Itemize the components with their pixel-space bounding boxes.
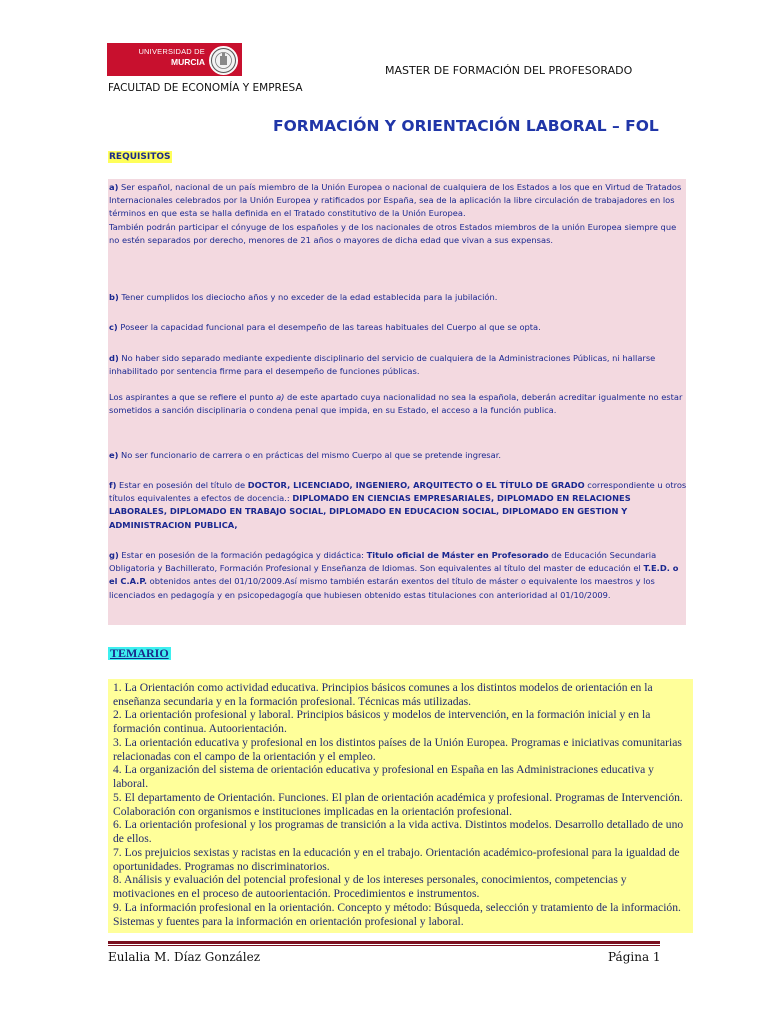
- requisito-d-text: No haber sido separado mediante expediente disciplinario del servicio de cualquiera de la Administraciones Públicas, ni hallarse inhabilitado por sentencia firme para el desempeño de funciones públicas.: [109, 353, 656, 377]
- logo-line-1: UNIVERSIDAD DE: [138, 47, 205, 56]
- requisito-d-extra-2: de este apartado cuya nacionalidad no sea la española, deberán acreditar igualmente no estar sometidos a sanción disciplinaria o condena penal que impida, en su Estado, el acceso a la función publica.: [109, 392, 683, 416]
- requisito-g: [109, 549, 687, 602]
- temario-item: 6. La orientación profesional y los programas de transición a la vida activa. Distintos modelos. Desarrollo detallado de uno de ellos.: [113, 818, 684, 845]
- requisito-f-bold-2: DIPLOMADO EN CIENCIAS EMPRESARIALES, DIPLOMADO EN RELACIONES LABORALES, DIPLOMADO EN TRABAJO SOCIAL, DIPLOMADO EN EDUCACION SOCIAL, DIPLOMADO EN GESTION Y ADMINISTRACION PUBLICA,: [109, 493, 631, 530]
- requisito-b: [109, 291, 687, 304]
- header-master-title: MASTER DE FORMACIÓN DEL PROFESORADO: [385, 64, 633, 77]
- requisito-a: [109, 181, 687, 221]
- requisito-f-text-2: correspondiente u otros títulos equivalentes a efectos de docencia.:: [109, 480, 687, 504]
- header-faculty: FACULTAD DE ECONOMÍA Y EMPRESA: [108, 82, 303, 94]
- requisito-d: [109, 352, 687, 378]
- requisito-d-prefix: d): [109, 353, 119, 363]
- requisito-g-text-2: de Educación Secundaria Obligatoria y Bachillerato, Formación Profesional y Enseñanza de Idiomas. Son equivalentes al título del master de educación el: [109, 550, 657, 574]
- requisito-b-prefix: b): [109, 292, 119, 302]
- temario-item: 5. El departamento de Orientación. Funciones. El plan de orientación académica y profesional. Programas de Intervención. Colaboración con organismos e instituciones implicadas en la orientación profesional.: [113, 791, 683, 818]
- footer-rule: [108, 941, 660, 944]
- requisito-g-bold-1: Titulo oficial de Máster en Profesorado: [366, 550, 549, 560]
- requisito-g-text-3: obtenidos antes del 01/10/2009.Así mismo también estarán exentos del título de máster o equivalente los maestros y los licenciados en pedagogía y en psicopedagogía que hubiesen obtenido estas titulaciones con anterioridad al 01/10/2009.: [109, 576, 655, 600]
- requisito-d-extra-ref: a): [276, 392, 285, 402]
- requisito-c: [109, 321, 687, 334]
- logo-line-2: MURCIA: [171, 57, 205, 67]
- footer-author: Eulalia M. Díaz González: [108, 950, 261, 964]
- footer-page-number: Página 1: [608, 950, 661, 964]
- footer-rule-thin: [108, 945, 660, 946]
- requisito-c-prefix: c): [109, 322, 118, 332]
- logo-text: [113, 47, 205, 68]
- university-seal-icon: [209, 46, 238, 75]
- requisito-a-text: Ser español, nacional de un país miembro de la Unión Europea o nacional de cualquiera de los Estados a los que en Virtud de Tratados Internacionales celebrados por la Unión Europea y ratificados por España, sea de la aplicación la libre circulación de trabajadores en los términos en que esta se halla definida en el Tratado constitutivo de la Unión Europea.: [109, 182, 682, 219]
- document-title: FORMACIÓN Y ORIENTACIÓN LABORAL – FOL: [273, 117, 659, 135]
- requisito-f: [109, 479, 687, 532]
- temario-item: 4. La organización del sistema de orientación educativa y profesional en España en las Administraciones educativa y laboral.: [113, 763, 654, 790]
- temario-box: [108, 679, 693, 933]
- requisito-g-bold-2: T.E.D. o el C.A.P.: [109, 563, 679, 587]
- requisito-f-bold-1: DOCTOR, LICENCIADO, INGENIERO, ARQUITECTO O EL TÍTULO DE GRADO: [247, 480, 585, 490]
- temario-item: 9. La información profesional en la orientación. Concepto y método: Búsqueda, selección y tratamiento de la información. Sistemas y fuentes para la información en orientación profesional y laboral.: [113, 901, 681, 928]
- requisito-f-prefix: f): [109, 480, 117, 490]
- requisito-a-prefix: a): [109, 182, 119, 192]
- requisitos-box: [108, 179, 686, 625]
- temario-heading: TEMARIO: [110, 646, 169, 660]
- requisito-d-extra: [109, 391, 687, 417]
- university-logo: [107, 43, 242, 76]
- temario-item: 2. La orientación profesional y laboral. Principios básicos y modelos de intervención, en la formación inicial y en la formación continua. Autoorientación.: [113, 708, 651, 735]
- requisito-f-text-1: Estar en posesión del título de: [116, 480, 248, 490]
- requisito-c-text: Poseer la capacidad funcional para el desempeño de las tareas habituales del Cuerpo al que se opta.: [117, 322, 541, 332]
- requisito-g-text-1: Estar en posesión de la formación pedagógica y didáctica:: [118, 550, 367, 560]
- requisito-a-extra: También podrán participar el cónyuge de los españoles y de los nacionales de otros Estados miembros de la unión Europea siempre que no estén separados por derecho, menores de 21 años o mayores de dicha edad que vivan a sus expensas.: [109, 222, 677, 246]
- temario-item: 8. Análisis y evaluación del potencial profesional y de los intereses personales, conocimientos, competencias y motivaciones en el proceso de autoorientación. Procedimientos e instrumentos.: [113, 873, 627, 900]
- temario-item: 7. Los prejuicios sexistas y racistas en la educación y en el trabajo. Orientación académico-profesional para la igualdad de oportunidades. Programas no discriminatorios.: [113, 846, 680, 873]
- temario-item: 3. La orientación educativa y profesional en los distintos países de la Unión Europea. Programas e iniciativas comunitarias relacionadas con el campo de la orientación y el empleo.: [113, 736, 682, 763]
- temario-item: 1. La Orientación como actividad educativa. Principios básicos comunes a los distintos modelos de orientación en la enseñanza secundaria y en la formación profesional. Técnicas más utilizadas.: [113, 681, 653, 708]
- requisito-e-text: No ser funcionario de carrera o en prácticas del mismo Cuerpo al que se pretende ingresar.: [118, 450, 502, 460]
- requisito-e-prefix: e): [109, 450, 119, 460]
- requisito-g-prefix: g): [109, 550, 119, 560]
- requisito-b-text: Tener cumplidos los dieciocho años y no exceder de la edad establecida para la jubilación.: [118, 292, 498, 302]
- requisitos-heading: REQUISITOS: [109, 152, 171, 162]
- requisito-e: [109, 449, 687, 462]
- requisito-d-extra-1: Los aspirantes a que se refiere el punto: [109, 392, 277, 402]
